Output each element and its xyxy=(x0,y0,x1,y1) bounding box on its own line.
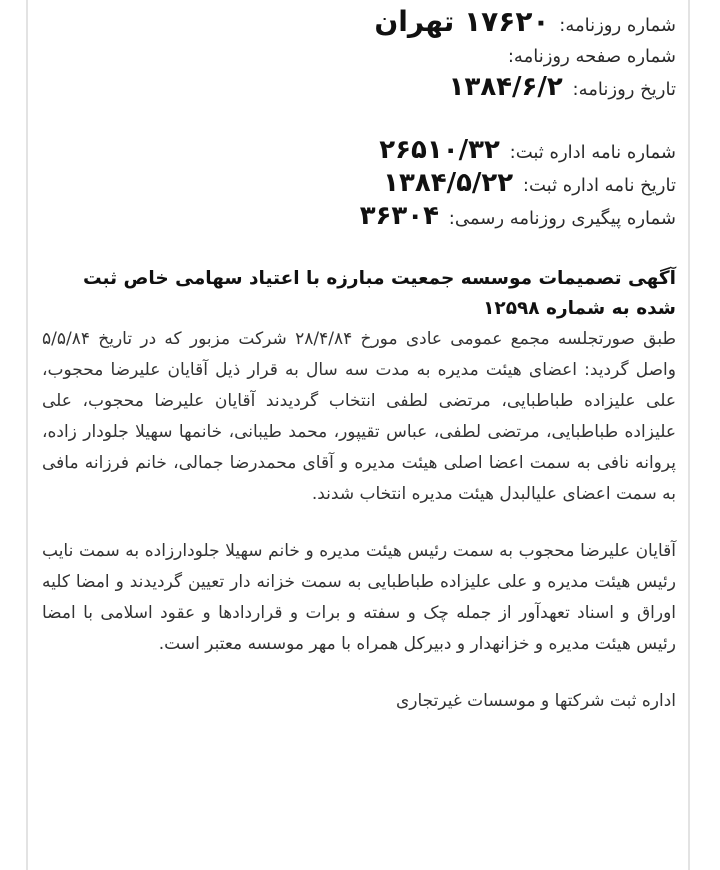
newspaper-date-value: ۱۳۸۴/۶/۲ xyxy=(448,72,563,102)
newspaper-page-label: شماره صفحه روزنامه: xyxy=(507,46,676,67)
registry-letter-date-value: ۱۳۸۴/۵/۲۲ xyxy=(383,168,514,198)
newspaper-page-line xyxy=(42,41,676,72)
registry-letter-number-value: ۲۶۵۱۰/۳۲ xyxy=(379,135,500,165)
newspaper-number-value: ۱۷۶۲۰ تهران xyxy=(374,5,550,38)
notice-headline: آگهی تصمیمات موسسه جمعیت مبارزه با اعتیاد سهامی خاص ثبت شده به شماره ۱۲۵۹۸ xyxy=(82,268,676,319)
registry-letter-number-label: شماره نامه اداره ثبت: xyxy=(509,142,676,163)
notice-signature: اداره ثبت شرکتها و موسسات غیرتجاری xyxy=(395,691,676,711)
newspaper-date-line xyxy=(42,72,676,105)
tracking-number-line xyxy=(42,201,676,234)
registry-letter-number-line xyxy=(42,135,676,168)
notice-paragraph-1: طبق صورتجلسه مجمع عمومی عادی مورخ ۲۸/۴/۸۴ شرکت مزبور که در تاریخ ۵/۵/۸۴ واصل گردید: اعضای هیئت مدیره به مدت سه سال به قرار ذیل آقایان علیرضا محجوب، علی علیزاده طباطبایی، مرتضی لطفی انتخاب گردیدند آقایان علیرضا محجوب، علی علیزاده طباطبایی، مرتضی لطفی، عباس تقیپور، محمد طیبانی، خانمها سهیلا جلودار زاده، پروانه نافی به سمت اعضا اصلی هیئت مدیره و آقای محمدرضا جمالی، خانم فرزانه مافی به سمت اعضای علیالبدل هیئت مدیره انتخاب شدند. xyxy=(42,329,677,504)
newspaper-number-label: شماره روزنامه: xyxy=(559,15,676,36)
registry-letter-date-line xyxy=(42,168,676,201)
document-page xyxy=(26,0,690,870)
newspaper-date-label: تاریخ روزنامه: xyxy=(572,79,676,100)
newspaper-number-line xyxy=(42,6,676,41)
tracking-number-label: شماره پیگیری روزنامه رسمی: xyxy=(448,208,676,229)
registry-letter-date-label: تاریخ نامه اداره ثبت: xyxy=(522,175,676,196)
notice-paragraph-2: آقایان علیرضا محجوب به سمت رئیس هیئت مدیره و خانم سهیلا جلودارزاده به سمت نایب رئیس هیئت مدیره و علی علیزاده طباطبایی به سمت خزانه دار تعیین گردیدند و امضا کلیه اوراق و اسناد تعهدآور از جمله چک و سفته و برات و قراردادها و عقود اسلامی با امضا رئیس هیئت مدیره و خزانهدار و دبیرکل همراه با مهر موسسه معتبر است. xyxy=(42,541,676,654)
tracking-number-value: ۳۶۳۰۴ xyxy=(359,201,440,231)
document-content xyxy=(42,6,676,717)
